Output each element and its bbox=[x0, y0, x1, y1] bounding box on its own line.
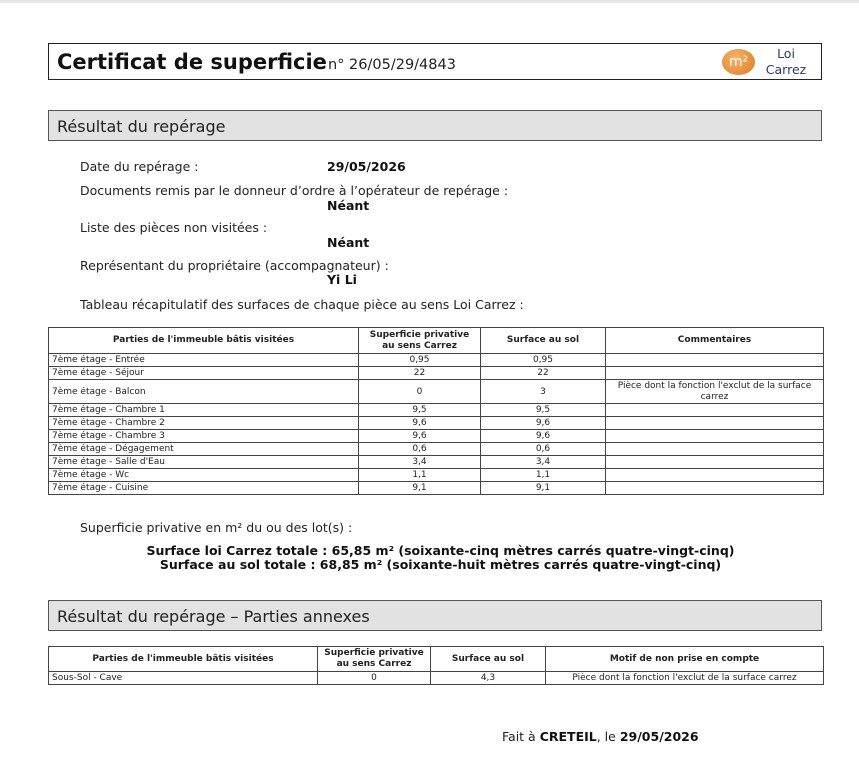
cell-part: 7ème étage - Dégagement bbox=[49, 443, 359, 456]
m2-logo-icon: m² bbox=[722, 49, 755, 75]
cell-sol: 9,6 bbox=[481, 430, 606, 443]
cell-comment: Pièce dont la fonction l'exclut de la surface carrez bbox=[606, 380, 824, 404]
certificate-number: n° 26/05/29/4843 bbox=[328, 57, 456, 73]
certificate-header bbox=[48, 43, 822, 80]
cell-comment bbox=[606, 367, 824, 380]
footer-middle: , le bbox=[596, 729, 616, 744]
table-row bbox=[49, 482, 824, 495]
cell-part: 7ème étage - Chambre 1 bbox=[49, 404, 359, 417]
surfaces-table bbox=[48, 327, 824, 495]
representative-value: Yi Li bbox=[327, 272, 357, 287]
annex-section-title: Résultat du repérage – Parties annexes bbox=[57, 607, 370, 626]
header-parts: Parties de l'immeuble bâtis visitées bbox=[49, 328, 359, 354]
cell-sol: 9,1 bbox=[481, 482, 606, 495]
loi-carrez-logo bbox=[761, 46, 811, 78]
documents-label: Documents remis par le donneur d’ordre à l’opérateur de repérage : bbox=[80, 183, 509, 198]
cell-sol: 22 bbox=[481, 367, 606, 380]
cell-comment bbox=[606, 469, 824, 482]
cell-carrez: 9,5 bbox=[359, 404, 481, 417]
logo-line-2: Carrez bbox=[765, 62, 807, 77]
cell-sol: 0,6 bbox=[481, 443, 606, 456]
annex-cell-part: Sous-Sol - Cave bbox=[49, 672, 318, 685]
date-value: 29/05/2026 bbox=[327, 159, 406, 174]
cell-carrez: 1,1 bbox=[359, 469, 481, 482]
logo-line-1: Loi bbox=[777, 46, 795, 61]
cell-comment bbox=[606, 417, 824, 430]
annex-header-parts: Parties de l'immeuble bâtis visitées bbox=[49, 647, 318, 672]
non-visited-value: Néant bbox=[327, 235, 370, 250]
cell-sol: 1,1 bbox=[481, 469, 606, 482]
cell-part: 7ème étage - Cuisine bbox=[49, 482, 359, 495]
cell-carrez: 22 bbox=[359, 367, 481, 380]
annex-cell-carrez: 0 bbox=[318, 672, 431, 685]
cell-carrez: 9,6 bbox=[359, 417, 481, 430]
cell-comment bbox=[606, 430, 824, 443]
table-row bbox=[49, 354, 824, 367]
cell-part: 7ème étage - Chambre 2 bbox=[49, 417, 359, 430]
annex-cell-reason: Pièce dont la fonction l'exclut de la surface carrez bbox=[546, 672, 824, 685]
annex-header-sol: Surface au sol bbox=[431, 647, 546, 672]
annex-header-reason: Motif de non prise en compte bbox=[546, 647, 824, 672]
cell-comment bbox=[606, 456, 824, 469]
table-row bbox=[49, 417, 824, 430]
cell-carrez: 0,95 bbox=[359, 354, 481, 367]
cell-part: 7ème étage - Balcon bbox=[49, 380, 359, 404]
representative-label: Représentant du propriétaire (accompagnateur) : bbox=[80, 258, 389, 273]
cell-sol: 3,4 bbox=[481, 456, 606, 469]
annex-header-row bbox=[49, 647, 824, 672]
table-row bbox=[49, 367, 824, 380]
cell-sol: 3 bbox=[481, 380, 606, 404]
cell-sol: 0,95 bbox=[481, 354, 606, 367]
cell-sol: 9,6 bbox=[481, 417, 606, 430]
date-label: Date du repérage : bbox=[80, 159, 199, 174]
header-sol: Surface au sol bbox=[481, 328, 606, 354]
cell-comment bbox=[606, 443, 824, 456]
section-title: Résultat du repérage bbox=[57, 117, 226, 136]
table-row bbox=[49, 469, 824, 482]
cell-part: 7ème étage - Séjour bbox=[49, 367, 359, 380]
cell-part: 7ème étage - Chambre 3 bbox=[49, 430, 359, 443]
cell-carrez: 3,4 bbox=[359, 456, 481, 469]
documents-value: Néant bbox=[327, 198, 370, 213]
table-row bbox=[49, 443, 824, 456]
table-header-row bbox=[49, 328, 824, 354]
cell-part: 7ème étage - Wc bbox=[49, 469, 359, 482]
footer-prefix: Fait à bbox=[502, 729, 536, 744]
table-row bbox=[49, 672, 824, 685]
cell-part: 7ème étage - Entrée bbox=[49, 354, 359, 367]
annex-section-title-bar bbox=[48, 600, 822, 631]
total-carrez: Surface loi Carrez totale : 65,85 m² (soixante-cinq mètres carrés quatre-vingt-cinq) bbox=[146, 543, 735, 558]
cell-carrez: 9,1 bbox=[359, 482, 481, 495]
cell-part: 7ème étage - Salle d'Eau bbox=[49, 456, 359, 469]
total-carrez-wrap bbox=[0, 543, 859, 558]
header-comments: Commentaires bbox=[606, 328, 824, 354]
table-row bbox=[49, 430, 824, 443]
cell-sol: 9,5 bbox=[481, 404, 606, 417]
table-intro: Tableau récapitulatif des surfaces de chaque pièce au sens Loi Carrez : bbox=[80, 297, 524, 312]
cell-carrez: 9,6 bbox=[359, 430, 481, 443]
table-row bbox=[49, 380, 824, 404]
summary-label: Superficie privative en m² du ou des lot(s) : bbox=[80, 520, 353, 535]
total-sol: Surface au sol totale : 68,85 m² (soixante-huit mètres carrés quatre-vingt-cinq) bbox=[159, 557, 722, 572]
section-title-bar bbox=[48, 110, 822, 141]
cell-comment bbox=[606, 404, 824, 417]
table-row bbox=[49, 456, 824, 469]
top-edge bbox=[0, 0, 859, 3]
annex-cell-sol: 4,3 bbox=[431, 672, 546, 685]
table-row bbox=[49, 404, 824, 417]
cell-comment bbox=[606, 354, 824, 367]
signature-line bbox=[502, 729, 699, 744]
cell-comment bbox=[606, 482, 824, 495]
footer-city: CRETEIL bbox=[539, 729, 597, 744]
total-sol-wrap bbox=[0, 557, 859, 572]
certificate-title: Certificat de superficie bbox=[57, 50, 327, 74]
cell-carrez: 0 bbox=[359, 380, 481, 404]
annex-table bbox=[48, 646, 824, 685]
footer-date: 29/05/2026 bbox=[619, 729, 699, 744]
non-visited-label: Liste des pièces non visitées : bbox=[80, 220, 268, 235]
cell-carrez: 0,6 bbox=[359, 443, 481, 456]
annex-header-carrez: Superficie privative au sens Carrez bbox=[318, 647, 431, 672]
header-carrez: Superficie privative au sens Carrez bbox=[359, 328, 481, 354]
